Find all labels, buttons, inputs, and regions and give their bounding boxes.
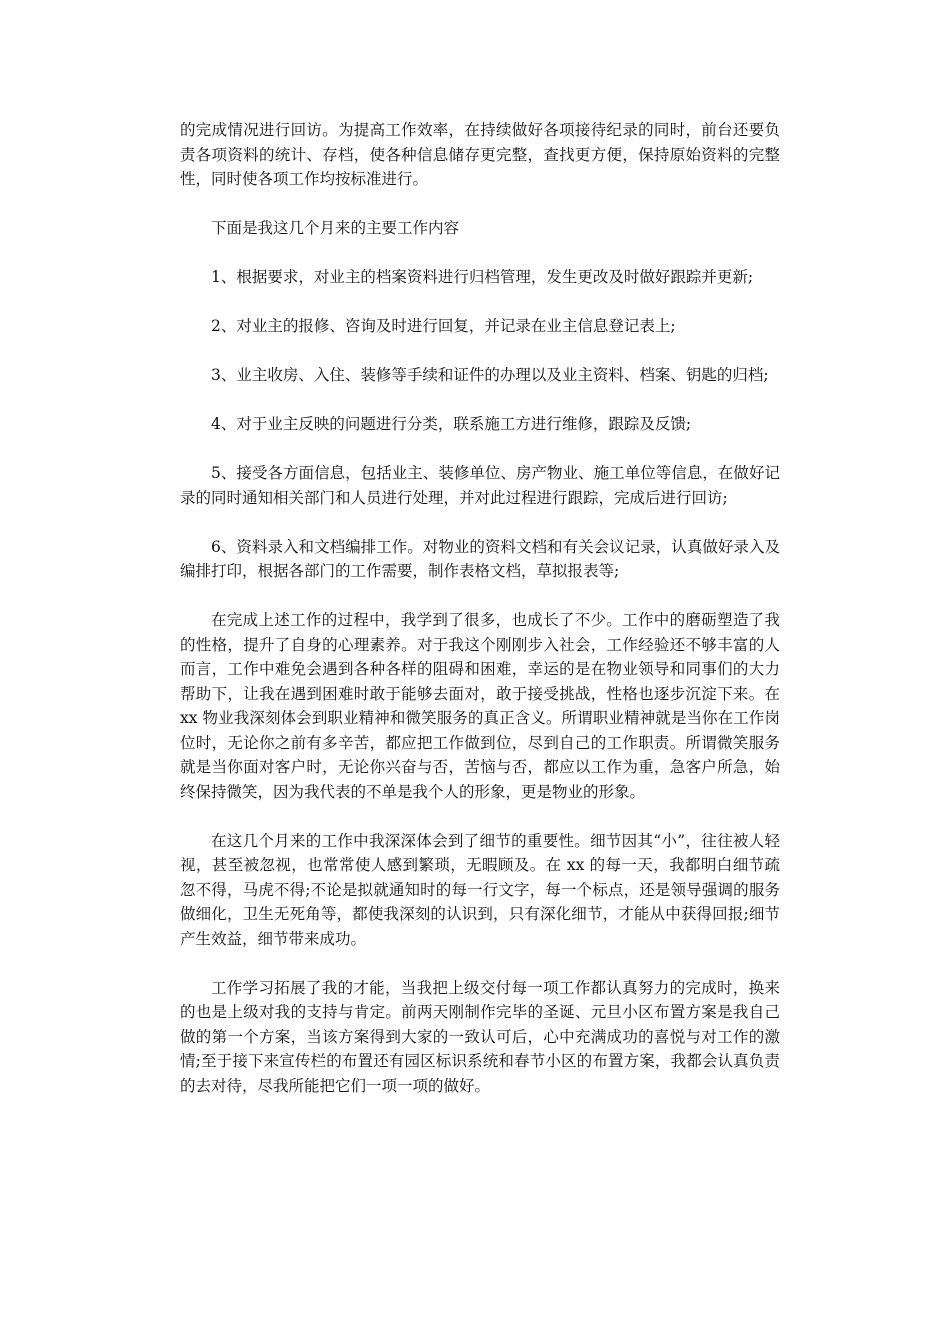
list-item-1: 1、根据要求，对业主的档案资料进行归档管理，发生更改及时做好跟踪并更新;: [211, 268, 754, 286]
list-item-3: 3、业主收房、入住、装修等手续和证件的办理以及业主资料、档案、钥匙的归档;: [211, 366, 769, 384]
paragraph-intro-heading: 下面是我这几个月来的主要工作内容: [211, 219, 460, 237]
paragraph-abilities: 工作学习拓展了我的才能，当我把上级交付每一项工作都认真努力的完成时，换来的也是上级对我的支持与肯定。前两天刚制作完毕的圣诞、元旦小区布置方案是我自己做的第一个方案，当该方案得到大家的一致认可后，心中充满成功的喜悦与对工作的激情;至于接下来宣传栏的布置还有园区标识系统和春节小区的布置方案，我都会认真负责的去对待，尽我所能把它们一项一项的做好。: [180, 978, 780, 1095]
list-item-6: 6、资料录入和文档编排工作。对物业的资料文档和有关会议记录，认真做好录入及编排打印，根据各部门的工作需要，制作表格文档，草拟报表等;: [180, 537, 780, 580]
list-item-4: 4、对于业主反映的问题进行分类，联系施工方进行维修，跟踪及反馈;: [211, 415, 692, 433]
list-item-5: 5、接受各方面信息，包括业主、装修单位、房产物业、施工单位等信息，在做好记录的同时通知相关部门和人员进行处理，并对此过程进行跟踪，完成后进行回访;: [180, 464, 780, 507]
paragraph-details: 在这几个月来的工作中我深深体会到了细节的重要性。细节因其“小”，往往被人轻视，甚至被忽视，也常常使人感到繁琐，无暇顾及。在 xx 的每一天，我都明白细节疏忽不得，马虎不得;不论是拟就通知时的每一行文字，每一个标点，还是领导强调的服务做细化，卫生无死角等，都使我深刻的认识到，只有深化细节，才能从中获得回报;细节产生效益，细节带来成功。: [180, 831, 780, 948]
document-page: [180, 118, 780, 1123]
paragraph-continuation: 的完成情况进行回访。为提高工作效率，在持续做好各项接待纪录的同时，前台还要负责各项资料的统计、存档，使各种信息储存更完整，查找更方便，保持原始资料的完整性，同时使各项工作均按标准进行。: [180, 121, 780, 188]
paragraph-growth: 在完成上述工作的过程中，我学到了很多，也成长了不少。工作中的磨砺塑造了我的性格，提升了自身的心理素养。对于我这个刚刚步入社会，工作经验还不够丰富的人而言，工作中难免会遇到各种各样的阻碍和困难，幸运的是在物业领导和同事们的大力帮助下，让我在遇到困难时敢于能够去面对，敢于接受挑战，性格也逐步沉淀下来。在 xx 物业我深刻体会到职业精神和微笑服务的真正含义。所谓职业精神就是当你在工作岗位时，无论你之前有多辛苦，都应把工作做到位，尽到自己的工作职责。所谓微笑服务就是当你面对客户时，无论你兴奋与否，苦恼与否，都应以工作为重，急客户所急，始终保持微笑，因为我代表的不单是我个人的形象，更是物业的形象。: [180, 611, 780, 801]
list-item-2: 2、对业主的报修、咨询及时进行回复，并记录在业主信息登记表上;: [211, 317, 676, 335]
